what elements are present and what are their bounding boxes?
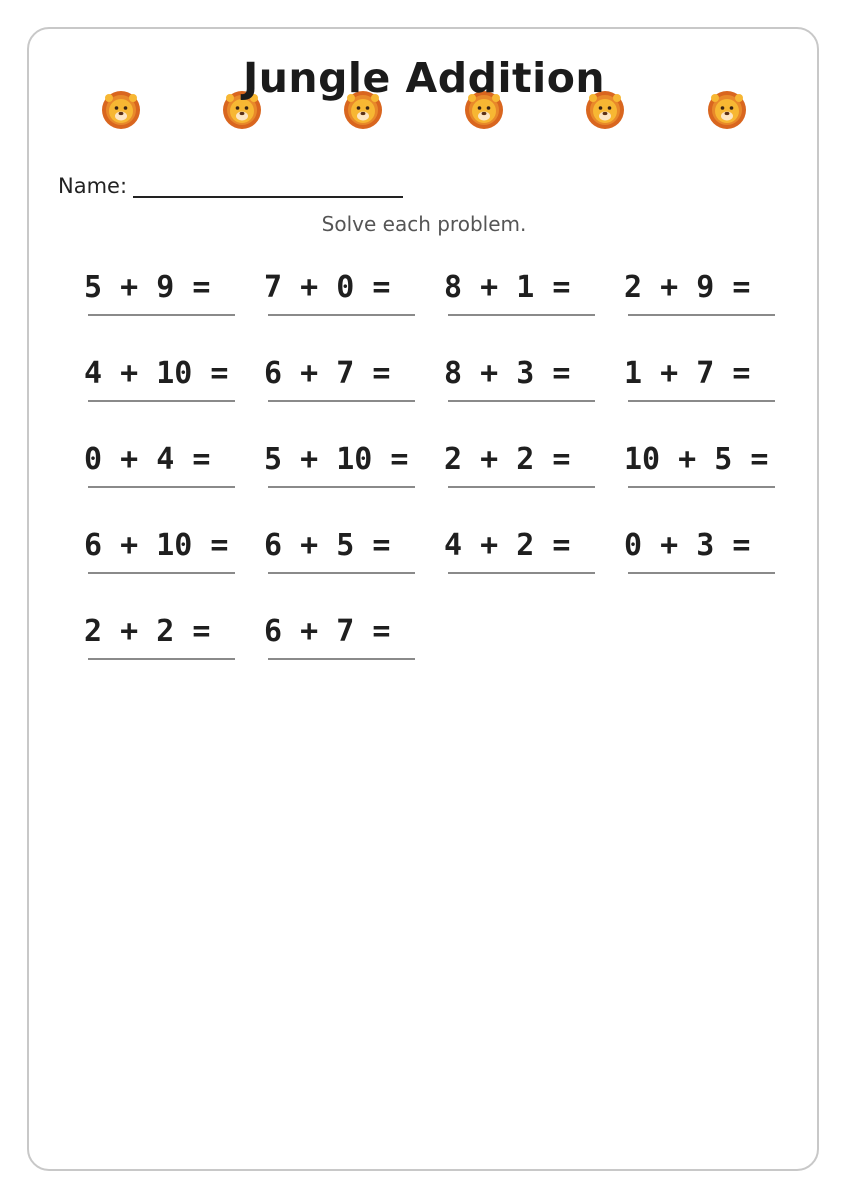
answer-line[interactable]	[628, 400, 775, 402]
problem-item	[264, 270, 415, 330]
problem-item	[264, 528, 415, 588]
problem-item	[84, 270, 235, 330]
problem-item	[624, 356, 775, 416]
problem-expression: 8 + 1 =	[444, 270, 571, 305]
answer-line[interactable]	[448, 400, 595, 402]
instruction-text: Solve each problem.	[321, 212, 527, 236]
problem-item	[264, 614, 415, 674]
problem-expression: 5 + 9 =	[84, 270, 211, 305]
problem-item	[84, 528, 235, 588]
answer-line[interactable]	[88, 486, 235, 488]
problem-expression: 2 + 2 =	[444, 442, 571, 477]
answer-line[interactable]	[268, 572, 415, 574]
answer-line[interactable]	[268, 486, 415, 488]
problem-item	[264, 356, 415, 416]
answer-line[interactable]	[268, 400, 415, 402]
problem-item	[264, 442, 415, 502]
answer-line[interactable]	[448, 572, 595, 574]
problem-expression: 5 + 10 =	[264, 442, 409, 477]
problem-expression: 7 + 0 =	[264, 270, 391, 305]
problem-item	[444, 356, 595, 416]
problem-item	[444, 528, 595, 588]
problem-expression: 2 + 9 =	[624, 270, 751, 305]
problem-expression: 2 + 2 =	[84, 614, 211, 649]
worksheet-title: Jungle Addition	[242, 54, 606, 102]
problem-expression: 0 + 4 =	[84, 442, 211, 477]
problem-expression: 8 + 3 =	[444, 356, 571, 391]
answer-line[interactable]	[448, 486, 595, 488]
problem-item	[624, 442, 775, 502]
answer-line[interactable]	[628, 486, 775, 488]
problem-expression: 6 + 7 =	[264, 614, 391, 649]
problem-expression: 6 + 5 =	[264, 528, 391, 563]
problem-expression: 6 + 10 =	[84, 528, 229, 563]
problem-item	[624, 270, 775, 330]
problem-expression: 0 + 3 =	[624, 528, 751, 563]
answer-line[interactable]	[268, 658, 415, 660]
problem-expression: 4 + 10 =	[84, 356, 229, 391]
answer-line[interactable]	[88, 400, 235, 402]
answer-line[interactable]	[448, 314, 595, 316]
answer-line[interactable]	[88, 572, 235, 574]
problem-item	[444, 442, 595, 502]
answer-line[interactable]	[628, 572, 775, 574]
problem-expression: 4 + 2 =	[444, 528, 571, 563]
answer-line[interactable]	[88, 658, 235, 660]
problem-item	[624, 528, 775, 588]
problem-item	[84, 614, 235, 674]
problem-expression: 1 + 7 =	[624, 356, 751, 391]
problem-item	[84, 356, 235, 416]
problem-expression: 10 + 5 =	[624, 442, 769, 477]
answer-line[interactable]	[88, 314, 235, 316]
problem-expression: 6 + 7 =	[264, 356, 391, 391]
problem-item	[444, 270, 595, 330]
answer-line[interactable]	[268, 314, 415, 316]
problem-item	[84, 442, 235, 502]
answer-line[interactable]	[628, 314, 775, 316]
name-label: Name:	[58, 174, 128, 198]
